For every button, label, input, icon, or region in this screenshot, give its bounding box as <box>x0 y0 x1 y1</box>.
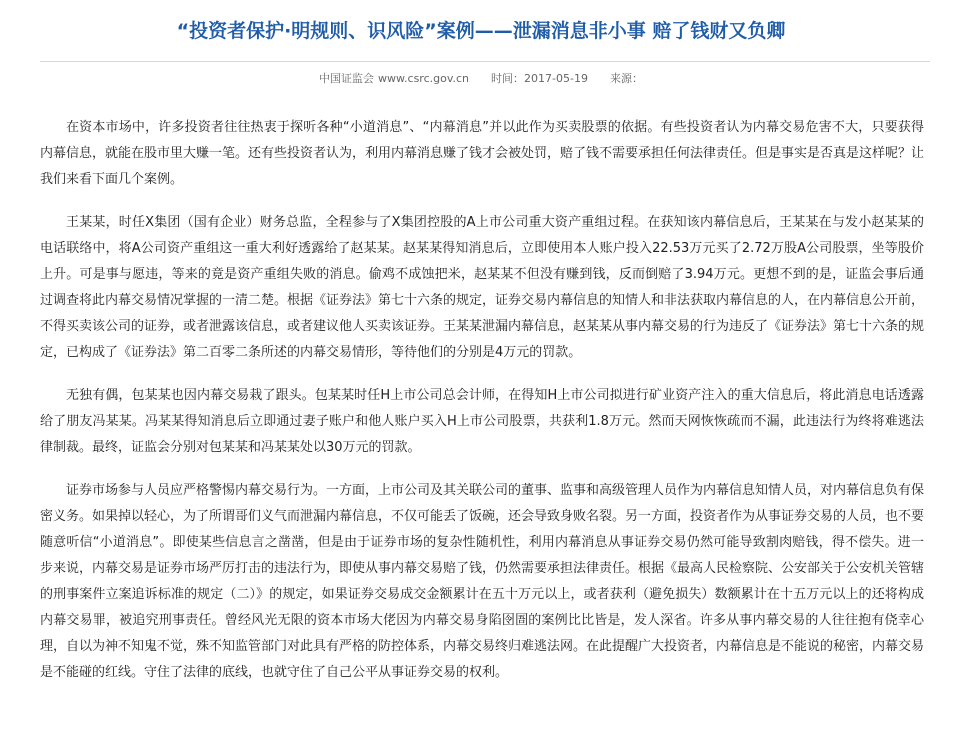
meta-origin-label: 来源： <box>609 72 643 85</box>
article-paragraph: 王某某，时任X集团（国有企业）财务总监，全程参与了X集团控股的A上市公司重大资产重组过程。在获知该内幕信息后，王某某在与发小赵某某的电话联络中，将A公司资产重组这一重大利好透露给了赵某某。赵某某得知消息后，立即使用本人账户投入22.53万元买了2.72万股A公司股票，坐等股价上升。可是事与愿违，等来的竟是资产重组失败的消息。偷鸡不成蚀把米，赵某某不但没有赚到钱，反而倒赔了3.94万元。更想不到的是，证监会事后通过调查将此内幕交易情况掌握的一清二楚。根据《证券法》第七十六条的规定，证券交易内幕信息的知情人和非法获取内幕信息的人，在内幕信息公开前，不得买卖该公司的证券，或者泄露该信息，或者建议他人买卖该证券。王某某泄漏内幕信息，赵某某从事内幕交易的行为违反了《证券法》第七十六条的规定，已构成了《证券法》第二百零二条所述的内幕交易情形，等待他们的分别是4万元的罚款。 <box>40 215 925 360</box>
article-body <box>40 115 924 703</box>
article-paragraph: 无独有偶，包某某也因内幕交易栽了跟头。包某某时任H上市公司总会计师，在得知H上市公司拟进行矿业资产注入的重大信息后，将此消息电话透露给了朋友冯某某。冯某某得知消息后立即通过妻子账户和他人账户买入H上市公司股票，共获利1.8万元。然而天网恢恢疏而不漏，此违法行为终将难逃法律制裁。最终，证监会分别对包某某和冯某某处以30万元的罚款。 <box>40 388 924 455</box>
meta-source: 中国证监会 <box>319 72 375 85</box>
meta-time-label: 时间： <box>491 72 525 85</box>
article-paragraph: 证券市场参与人员应严格警惕内幕交易行为。一方面，上市公司及其关联公司的董事、监事和高级管理人员作为内幕信息知情人员，对内幕信息负有保密义务。如果掉以轻心，为了所谓哥们义气而泄漏内幕信息，不仅可能丢了饭碗，还会导致身败名裂。另一方面，投资者作为从事证券交易的人员，也不要随意听信“小道消息”。即使某些信息言之凿凿，但是由于证券市场的复杂性随机性，利用内幕消息从事证券交易仍然可能导致割肉赔钱，得不偿失。进一步来说，内幕交易是证券市场严厉打击的违法行为，即使从事内幕交易赔了钱，仍然需要承担法律责任。根据《最高人民检察院、公安部关于公安机关管辖的刑事案件立案追诉标准的规定（二）》的规定，如果证券交易成交金额累计在五十万元以上，或者获利（避免损失）数额累计在十五万元以上的还将构成内幕交易罪，被追究刑事责任。曾经风光无限的资本市场大佬因为内幕交易身陷囹圄的案例比比皆是，发人深省。许多从事内幕交易的人往往抱有侥幸心理，自以为神不知鬼不觉，殊不知监管部门对此具有严格的防控体系，内幕交易终归难逃法网。在此提醒广大投资者，内幕信息是不能说的秘密，内幕交易是不能碰的红线。守住了法律的底线，也就守住了自己公平从事证券交易的权利。 <box>40 483 925 680</box>
article-paragraph: 在资本市场中，许多投资者往往热衷于探听各种“小道消息”、“内幕消息”并以此作为买卖股票的依据。有些投资者认为内幕交易危害不大，只要获得内幕信息，就能在股市里大赚一笔。还有些投资者认为，利用内幕消息赚了钱才会被处罚，赔了钱不需要承担任何法律责任。但是事实是否真是这样呢？让我们来看下面几个案例。 <box>40 120 925 187</box>
meta-url: www.csrc.gov.cn <box>378 72 470 85</box>
article-title: “投资者保护·明规则、识风险”案例——泄漏消息非小事 赔了钱财又负卿 <box>176 20 786 42</box>
title-divider <box>40 61 930 62</box>
article-meta <box>0 70 962 86</box>
meta-time-value: 2017-05-19 <box>524 72 588 85</box>
